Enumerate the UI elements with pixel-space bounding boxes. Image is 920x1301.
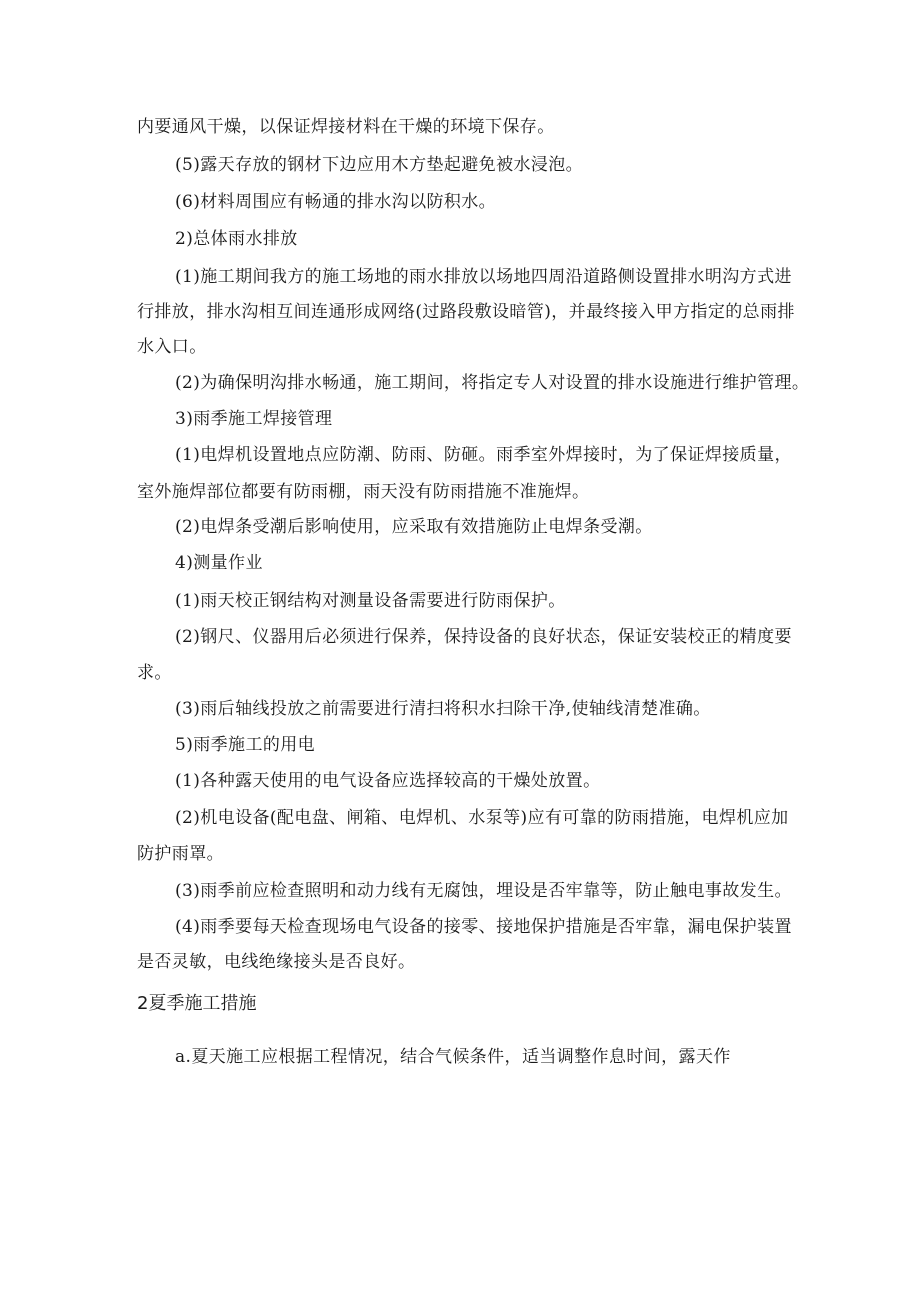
subsection-title: 3)雨季施工焊接管理 <box>175 409 333 429</box>
text-line: (2)钢尺、仪器用后必须进行保养，保持设备的良好状态，保证安装校正的精度要 <box>175 627 792 647</box>
subsection-title: 4)测量作业 <box>175 553 263 573</box>
text-line: 是否灵敏，电线绝缘接头是否良好。 <box>137 952 416 972</box>
text-line: (1)雨天校正钢结构对测量设备需要进行防雨保护。 <box>175 591 566 611</box>
text-line: (1)各种露天使用的电气设备应选择较高的干燥处放置。 <box>175 771 601 791</box>
text-line: 内要通风干燥，以保证焊接材料在干燥的环境下保存。 <box>137 117 555 137</box>
text-line: 防护雨罩。 <box>137 844 224 864</box>
text-line: (2)电焊条受潮后影响使用，应采取有效措施防止电焊条受潮。 <box>175 517 653 537</box>
text-line: (1)施工期间我方的施工场地的雨水排放以场地四周沿道路侧设置排水明沟方式进 <box>175 267 792 287</box>
text-line: (6)材料周围应有畅通的排水沟以防积水。 <box>175 192 497 212</box>
text-line: (2)为确保明沟排水畅通，施工期间，将指定专人对设置的排水设施进行维护管理。 <box>175 373 810 393</box>
text-line: (3)雨后轴线投放之前需要进行清扫将积水扫除干净,使轴线清楚准确。 <box>175 699 711 719</box>
text-line: (2)机电设备(配电盘、闸箱、电焊机、水泵等)应有可靠的防雨措施，电焊机应加 <box>175 808 789 828</box>
subsection-title: 5)雨季施工的用电 <box>175 735 316 755</box>
text-line: (1)电焊机设置地点应防潮、防雨、防砸。雨季室外焊接时，为了保证焊接质量， <box>175 445 792 465</box>
text-line: (5)露天存放的钢材下边应用木方垫起避免被水浸泡。 <box>175 155 584 175</box>
text-line: (3)雨季前应检查照明和动力线有无腐蚀，埋设是否牢靠等，防止触电事故发生。 <box>175 881 792 901</box>
section-heading: 2夏季施工措施 <box>137 993 257 1014</box>
text-line: (4)雨季要每天检查现场电气设备的接零、接地保护措施是否牢靠，漏电保护装置 <box>175 917 792 937</box>
text-line: 室外施焊部位都要有防雨棚，雨天没有防雨措施不准施焊。 <box>137 482 590 502</box>
text-line: 水入口。 <box>137 337 207 357</box>
text-line: a.夏天施工应根据工程情况，结合气候条件，适当调整作息时间，露天作 <box>175 1047 731 1067</box>
text-line: 求。 <box>137 663 172 683</box>
text-line: 行排放，排水沟相互间连通形成网络(过路段敷设暗管)，并最终接入甲方指定的总雨排 <box>137 302 795 322</box>
subsection-title: 2)总体雨水排放 <box>175 229 298 249</box>
